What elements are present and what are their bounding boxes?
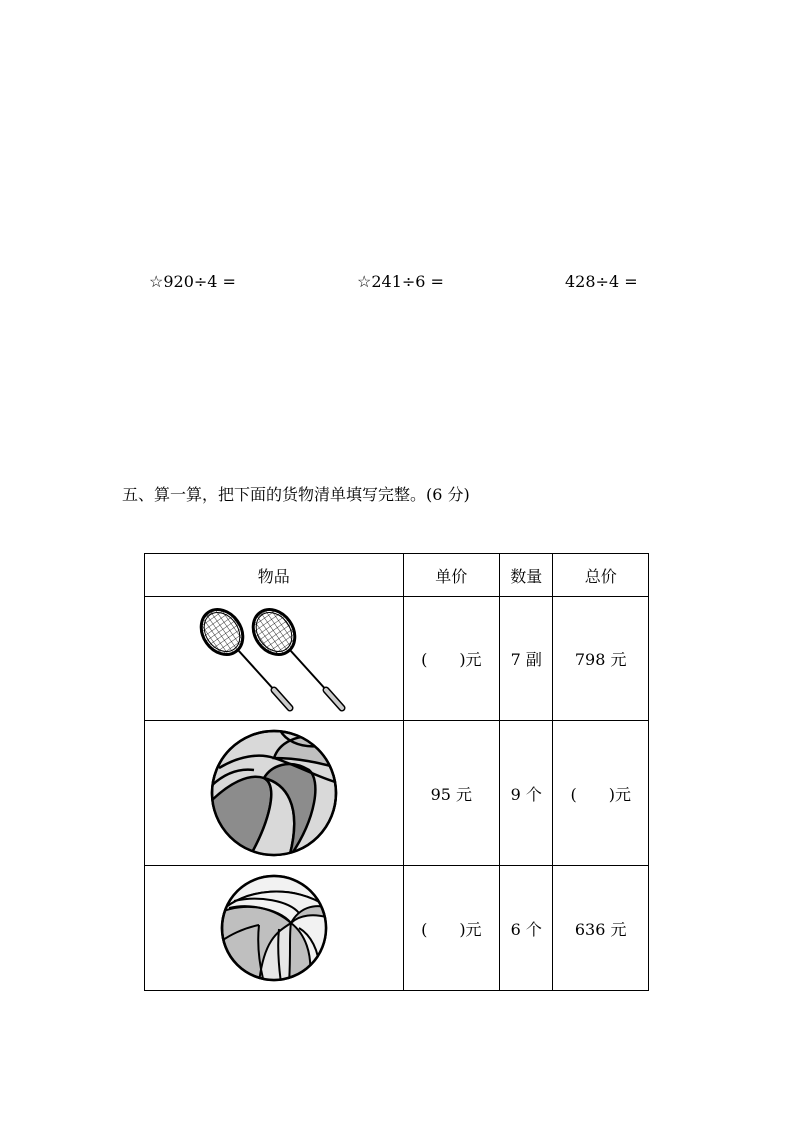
total-price-cell: 636 元 [553,866,649,991]
item-cell [145,721,404,866]
expression-428-div-4: 428÷4 = [565,272,638,291]
item-cell [145,597,404,721]
header-item: 物品 [145,554,404,597]
unit-price-cell[interactable] [403,597,500,721]
quantity-cell: 9 个 [500,721,553,866]
price-open-paren: ( [421,919,428,939]
total-price-cell[interactable] [553,721,649,866]
total-open-paren: ( [570,784,577,804]
basketball-icon [209,728,339,858]
header-total-price: 总价 [553,554,649,597]
table-row [145,721,649,866]
volleyball-icon [219,873,329,983]
price-close-paren: )元 [459,919,482,939]
item-cell [145,866,404,991]
header-quantity: 数量 [500,554,553,597]
price-open-paren: ( [421,650,428,669]
table-row [145,597,649,721]
section-five-title: 五、算一算，把下面的货物清单填写完整。(6 分) [122,485,470,504]
expression-241-div-6: ☆241÷6 = [357,272,444,291]
total-close-paren: )元 [608,784,631,804]
expression-920-div-4: ☆920÷4 = [149,272,236,291]
table-row [145,866,649,991]
unit-price-cell: 95 元 [403,721,500,866]
total-price-cell: 798 元 [553,597,649,721]
quantity-cell: 7 副 [500,597,553,721]
quantity-cell: 6 个 [500,866,553,991]
goods-list-table [144,553,649,991]
table-header-row [145,554,649,597]
badminton-rackets-icon [194,600,354,718]
header-unit-price: 单价 [403,554,500,597]
unit-price-cell[interactable] [403,866,500,991]
price-close-paren: )元 [459,650,482,669]
